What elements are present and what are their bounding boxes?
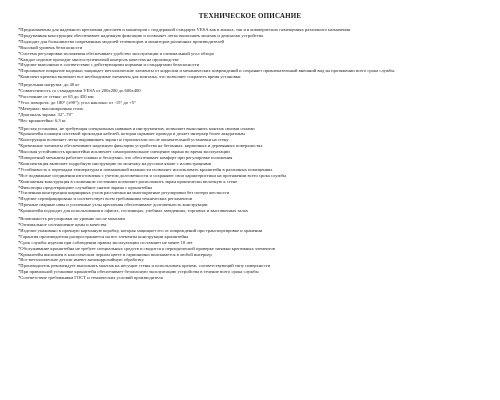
paragraph: *Изделие выполнено в соответствии с действующими нормами и стандартами безопасности xyxy=(18,62,200,68)
paragraph: *Высокая устойчивость кронштейна исключает самопроизвольное смещение экрана во время эксплуатации xyxy=(18,149,230,155)
paragraph: *Диагональ экрана: 32"–70" xyxy=(18,111,73,117)
paragraph: *Изделие сертифицировано и соответствует всем требованиям технических регламентов xyxy=(18,196,192,202)
paragraph: *Высокий уровень безопасности xyxy=(18,44,83,50)
paragraph: *Продуманная конструкция обеспечивает надежную фиксацию и позволяет легко выполнять монтаж и демонтаж устройства xyxy=(18,32,264,38)
paragraph: *Кронштейн подходит для использования в офисах, гостиницах, учебных заведениях, торговых и выставочных залах xyxy=(18,208,249,214)
paragraph: *Прочные сварные швы и усиленные узлы крепления обеспечивают долговечность конструкции xyxy=(18,202,208,208)
paragraph: *Совместимость со стандартами VESA от 200х200 до 600х400 xyxy=(18,88,141,94)
paragraph: *Каждое изделие проходит многоступенчатый контроль качества на производстве xyxy=(18,56,179,62)
paragraph: *Изделие упаковано в прочную картонную коробку, которая защищает его от повреждений при транспортировке и хранении xyxy=(18,227,263,233)
paragraph: *Поворотный механизм работает плавно и бесшумно, что обеспечивает комфорт при регулировке положения xyxy=(18,155,233,161)
paragraph: *Срок службы изделия при соблюдении правил эксплуатации составляет не менее 10 лет xyxy=(18,239,193,245)
paragraph: *Соответствие требованиям ГОСТ и технических условий производителя xyxy=(18,275,163,281)
paragraph: *Подходит для большинства современных моделей телевизоров и мониторов различных производителей xyxy=(18,38,224,44)
paragraph: *Простая установка, не требующая специальных навыков и инструментов, позволяет выполнить монтаж своими силами xyxy=(18,125,255,131)
paragraph: *Предназначены для надежного крепления дисплеев и мониторов с поддержкой стандарта VESA как в жилых, так и в коммерческих помещениях различного назначения xyxy=(18,27,351,32)
document-body xyxy=(18,27,482,281)
paragraph: *Крепежные элементы обеспечивают надежную фиксацию устройства на бетонных, кирпичных и деревянных поверхностях xyxy=(18,143,263,149)
paragraph: *Компактная конструкция в сложенном состоянии позволяет расположить экран практически вплотную к стене xyxy=(18,178,238,184)
paragraph: *Комплект крепежа включает все необходимые элементы для монтажа, что позволяет сократить время установки xyxy=(18,74,241,80)
paragraph: *Расстояние от стены: от 65 до 450 мм xyxy=(18,93,94,99)
paragraph: *Порошковое покрытие надежно защищает металлические элементы от коррозии и механических повреждений и сохраняет привлекательный внешний вид на протяжении всего срока службы xyxy=(18,68,395,74)
paragraph: *Возможность регулировки по уровню после монтажа xyxy=(18,216,125,222)
paragraph: *Материал: высокопрочная сталь xyxy=(18,105,84,111)
paragraph: *Комплектация включает подробную инструкцию по монтажу на русском языке с иллюстрациями xyxy=(18,160,212,166)
paragraph: *Производитель рекомендует выполнять монтаж на несущие стены и использовать крепеж, соответствующий типу поверхности xyxy=(18,263,271,269)
paragraph: *При правильной установке кронштейн обеспечивает безопасную эксплуатацию устройства в течение всего срока службы xyxy=(18,269,259,275)
paragraph: *Обслуживание кронштейна не требует специальных средств и сводится к периодической проверке затяжки крепежных элементов xyxy=(18,245,275,251)
paragraph: *Система регулировки положения обеспечивает удобство эксплуатации и оптимальный угол обзора xyxy=(18,50,214,56)
paragraph: *Усиленная конструкция шарнирных узлов рассчитана на многократные регулировки без потери жесткости xyxy=(18,190,230,196)
paragraph: *Угол поворота: до 180° (±90°); угол наклона: от -15° до +5° xyxy=(18,99,136,105)
paragraph: *Кронштейн оснащен системой прокладки кабелей, которая скрывает провода и делает интерьер более аккуратным xyxy=(18,131,245,137)
paragraph: *Все подвижные соединения изготовлены с учетом долговечности и сохраняют свои характеристики на протяжении всего срока службы xyxy=(18,172,287,178)
paragraph: *Кронштейн выполнен в классическом черном цвете и гармонично вписывается в любой интерьер xyxy=(18,251,212,257)
paragraph: *Конструкция позволяет легко выравнивать экран по горизонтали после окончательной установки на стену xyxy=(18,137,229,143)
paragraph: *Фиксаторы предотвращают случайное снятие экрана с кронштейна xyxy=(18,184,153,190)
paragraph: *Предельная нагрузка: до 40 кг xyxy=(18,82,80,88)
paragraph: *Вес кронштейна: 6,3 кг xyxy=(18,117,66,123)
paragraph: *Гарантия производителя распространяется на все элементы конструкции кронштейна xyxy=(18,233,189,239)
paragraph: *Устойчивость к перепадам температуры и повышенной влажности позволяет использовать кронштейн в различных помещениях xyxy=(18,166,273,172)
document-title: ТЕХНИЧЕСКОЕ ОПИСАНИЕ xyxy=(198,12,302,20)
paragraph: *Все металлические детали имеют антикоррозийную обработку xyxy=(18,257,144,263)
paragraph: *Оптимальное соотношение цены и качества xyxy=(18,222,107,227)
